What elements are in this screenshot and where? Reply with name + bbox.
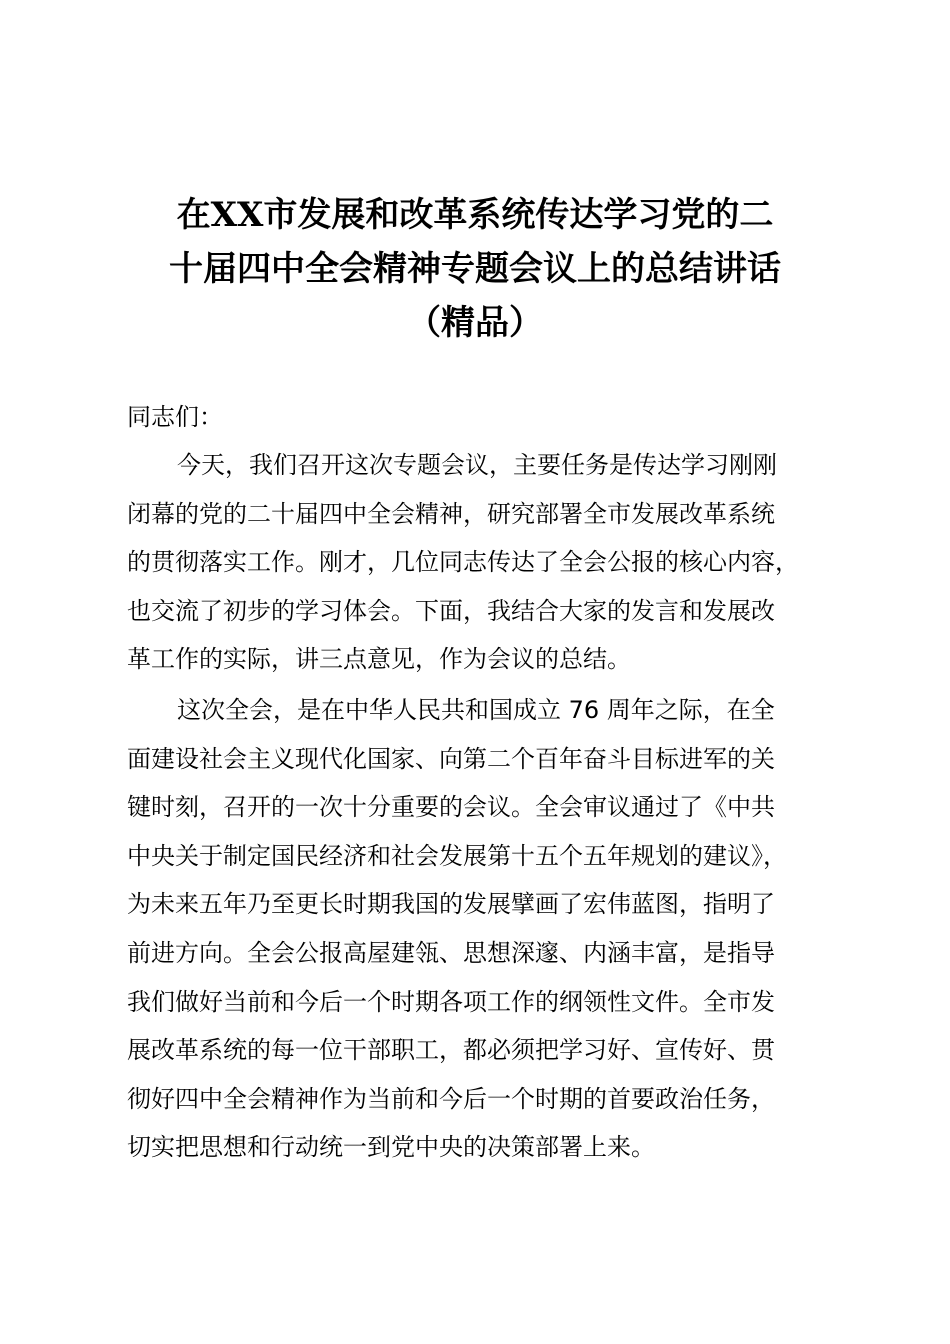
paragraph-line: 今天，我们召开这次专题会议，主要任务是传达学习刚刚 [177, 451, 777, 479]
title-line: （精品） [407, 303, 543, 343]
paragraph-line: 面建设社会主义现代化国家、向第二个百年奋斗目标进军的关 [127, 744, 775, 773]
paragraph-line: 革工作的实际，讲三点意见，作为会议的总结。 [127, 645, 631, 674]
paragraph-line: 的贯彻落实工作。刚才，几位同志传达了全会公报的核心内容， [127, 548, 799, 577]
paragraph-line: 中央关于制定国民经济和社会发展第十五个五年规划的建议》， [127, 841, 787, 870]
title-line: 十届四中全会精神专题会议上的总结讲话 [169, 249, 781, 289]
salutation: 同志们： [127, 403, 223, 431]
paragraph-line: 彻好四中全会精神作为当前和今后一个时期的首要政治任务， [127, 1084, 775, 1113]
paragraph-line: 前进方向。全会公报高屋建瓴、思想深邃、内涵丰富，是指导 [127, 938, 775, 967]
paragraph-line: 展改革系统的每一位干部职工，都必须把学习好、宣传好、贯 [127, 1036, 775, 1065]
paragraph-line: 键时刻，召开的一次十分重要的会议。全会审议通过了《中共 [127, 793, 775, 822]
paragraph-line: 为未来五年乃至更长时期我国的发展擘画了宏伟蓝图，指明了 [127, 890, 775, 919]
document-title [100, 188, 850, 350]
title-line: 在XX市发展和改革系统传达学习党的二 [176, 195, 774, 235]
paragraph-line: 我们做好当前和今后一个时期各项工作的纲领性文件。全市发 [127, 987, 775, 1016]
paragraph-line: 这次全会，是在中华人民共和国成立 76 周年之际，在全 [177, 696, 775, 724]
body-paragraph [127, 686, 847, 1172]
body-paragraph [127, 441, 847, 684]
paragraph-line: 切实把思想和行动统一到党中央的决策部署上来。 [127, 1133, 655, 1162]
paragraph-line: 也交流了初步的学习体会。下面，我结合大家的发言和发展改 [127, 596, 775, 625]
paragraph-line: 闭幕的党的二十届四中全会精神，研究部署全市发展改革系统 [127, 499, 775, 528]
